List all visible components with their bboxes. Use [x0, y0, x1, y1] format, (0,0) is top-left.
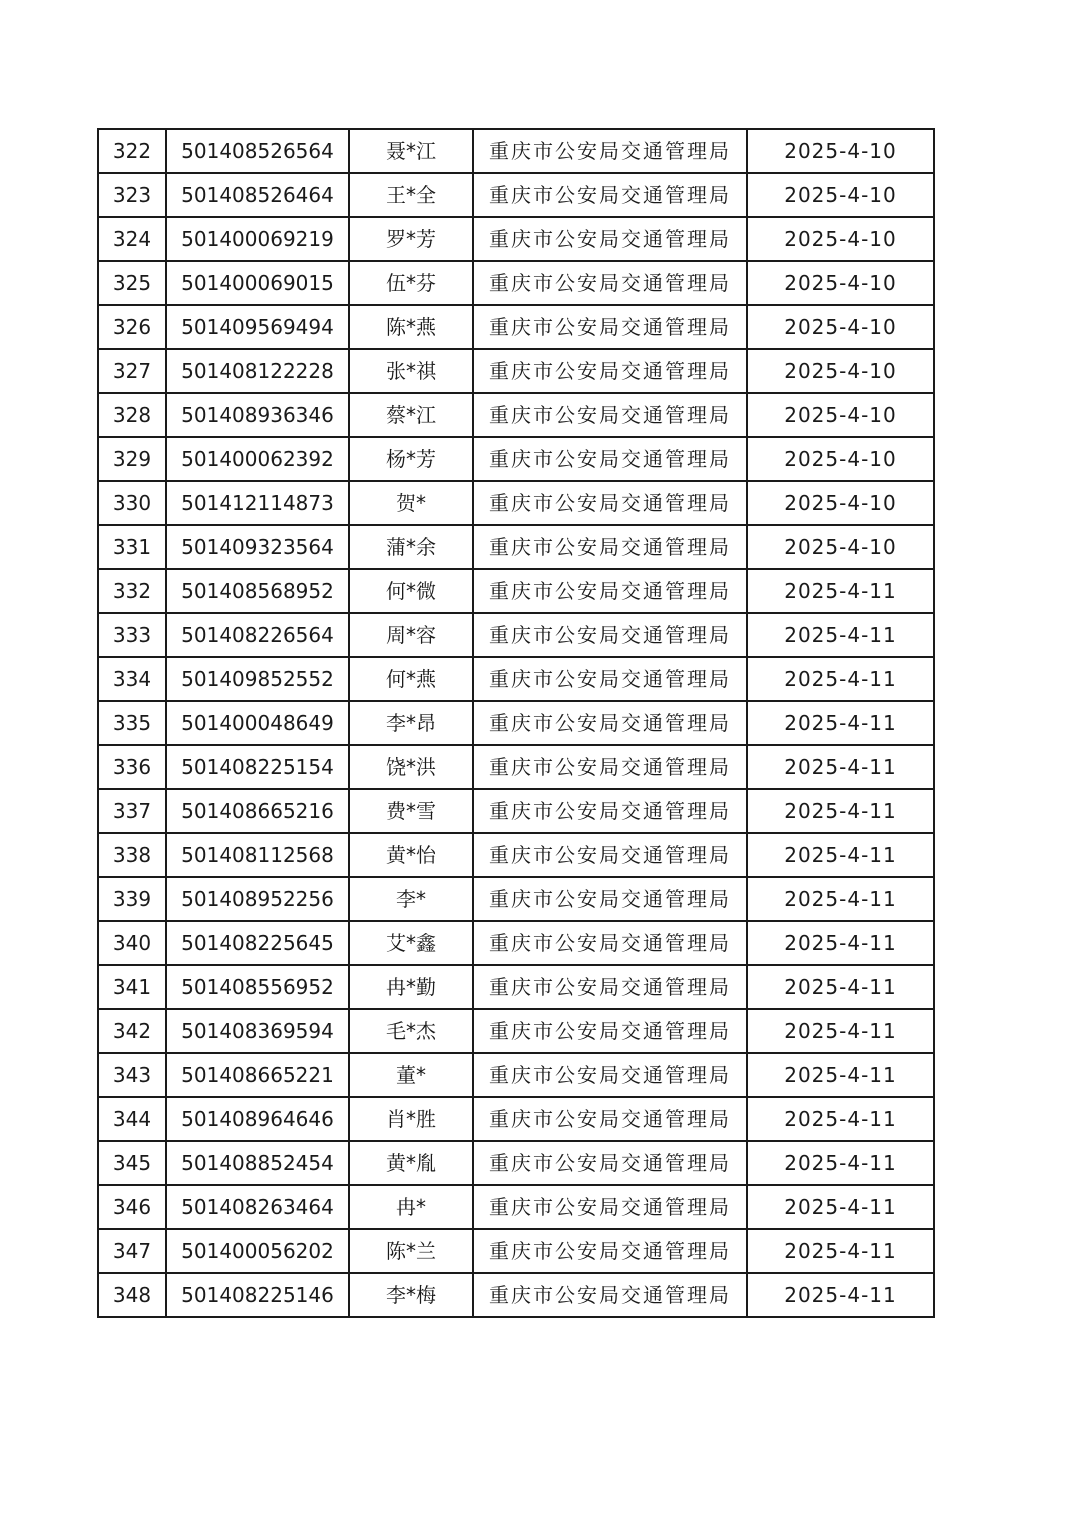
cell-date: 2025-4-10 [747, 437, 934, 481]
table-row [98, 349, 934, 393]
cell-organization: 重庆市公安局交通管理局 [473, 393, 747, 437]
cell-record-id: 501412114873 [166, 481, 349, 525]
cell-sequence-number: 343 [98, 1053, 166, 1097]
table-row [98, 481, 934, 525]
cell-sequence-number: 345 [98, 1141, 166, 1185]
table-row [98, 437, 934, 481]
cell-person-name: 黄*怡 [349, 833, 473, 877]
cell-sequence-number: 336 [98, 745, 166, 789]
cell-organization: 重庆市公安局交通管理局 [473, 129, 747, 173]
cell-record-id: 501408952256 [166, 877, 349, 921]
cell-person-name: 王*全 [349, 173, 473, 217]
cell-record-id: 501408526464 [166, 173, 349, 217]
cell-record-id: 501400062392 [166, 437, 349, 481]
records-table [97, 128, 935, 1318]
cell-organization: 重庆市公安局交通管理局 [473, 921, 747, 965]
cell-sequence-number: 324 [98, 217, 166, 261]
cell-sequence-number: 346 [98, 1185, 166, 1229]
cell-sequence-number: 339 [98, 877, 166, 921]
cell-sequence-number: 328 [98, 393, 166, 437]
cell-person-name: 李*昂 [349, 701, 473, 745]
cell-date: 2025-4-11 [747, 789, 934, 833]
cell-sequence-number: 325 [98, 261, 166, 305]
cell-record-id: 501409852552 [166, 657, 349, 701]
cell-record-id: 501408568952 [166, 569, 349, 613]
cell-sequence-number: 344 [98, 1097, 166, 1141]
cell-date: 2025-4-11 [747, 1273, 934, 1317]
cell-organization: 重庆市公安局交通管理局 [473, 1229, 747, 1273]
cell-organization: 重庆市公安局交通管理局 [473, 261, 747, 305]
table-row [98, 1229, 934, 1273]
cell-date: 2025-4-10 [747, 349, 934, 393]
cell-organization: 重庆市公安局交通管理局 [473, 481, 747, 525]
cell-date: 2025-4-11 [747, 1185, 934, 1229]
cell-organization: 重庆市公安局交通管理局 [473, 1009, 747, 1053]
cell-record-id: 501400069219 [166, 217, 349, 261]
cell-record-id: 501400069015 [166, 261, 349, 305]
cell-date: 2025-4-10 [747, 173, 934, 217]
cell-record-id: 501408263464 [166, 1185, 349, 1229]
cell-date: 2025-4-11 [747, 921, 934, 965]
cell-sequence-number: 341 [98, 965, 166, 1009]
cell-organization: 重庆市公安局交通管理局 [473, 657, 747, 701]
table-row [98, 1097, 934, 1141]
cell-person-name: 冉*勤 [349, 965, 473, 1009]
cell-date: 2025-4-11 [747, 1009, 934, 1053]
table-row [98, 525, 934, 569]
cell-person-name: 蔡*江 [349, 393, 473, 437]
cell-date: 2025-4-11 [747, 1229, 934, 1273]
cell-person-name: 董* [349, 1053, 473, 1097]
cell-record-id: 501400056202 [166, 1229, 349, 1273]
cell-organization: 重庆市公安局交通管理局 [473, 1097, 747, 1141]
cell-person-name: 聂*江 [349, 129, 473, 173]
cell-person-name: 毛*杰 [349, 1009, 473, 1053]
cell-record-id: 501408526564 [166, 129, 349, 173]
cell-sequence-number: 329 [98, 437, 166, 481]
cell-date: 2025-4-11 [747, 701, 934, 745]
cell-sequence-number: 331 [98, 525, 166, 569]
table-row [98, 745, 934, 789]
cell-organization: 重庆市公安局交通管理局 [473, 437, 747, 481]
cell-record-id: 501408556952 [166, 965, 349, 1009]
cell-record-id: 501409323564 [166, 525, 349, 569]
cell-person-name: 何*燕 [349, 657, 473, 701]
cell-record-id: 501408964646 [166, 1097, 349, 1141]
table-row [98, 393, 934, 437]
table-row [98, 789, 934, 833]
table-row [98, 1141, 934, 1185]
table-row [98, 129, 934, 173]
table-row [98, 1185, 934, 1229]
cell-organization: 重庆市公安局交通管理局 [473, 701, 747, 745]
cell-date: 2025-4-10 [747, 481, 934, 525]
cell-sequence-number: 333 [98, 613, 166, 657]
cell-record-id: 501408225154 [166, 745, 349, 789]
cell-sequence-number: 338 [98, 833, 166, 877]
cell-record-id: 501408225645 [166, 921, 349, 965]
table-row [98, 1273, 934, 1317]
cell-person-name: 贺* [349, 481, 473, 525]
cell-person-name: 杨*芳 [349, 437, 473, 481]
cell-sequence-number: 348 [98, 1273, 166, 1317]
cell-date: 2025-4-11 [747, 1053, 934, 1097]
cell-organization: 重庆市公安局交通管理局 [473, 745, 747, 789]
cell-record-id: 501408852454 [166, 1141, 349, 1185]
cell-date: 2025-4-10 [747, 217, 934, 261]
cell-date: 2025-4-11 [747, 1097, 934, 1141]
table-row [98, 657, 934, 701]
cell-sequence-number: 335 [98, 701, 166, 745]
cell-date: 2025-4-11 [747, 569, 934, 613]
table-row [98, 877, 934, 921]
cell-date: 2025-4-11 [747, 745, 934, 789]
cell-record-id: 501408665216 [166, 789, 349, 833]
cell-person-name: 罗*芳 [349, 217, 473, 261]
cell-organization: 重庆市公安局交通管理局 [473, 789, 747, 833]
cell-person-name: 黄*胤 [349, 1141, 473, 1185]
cell-organization: 重庆市公安局交通管理局 [473, 877, 747, 921]
table-row [98, 701, 934, 745]
cell-record-id: 501408936346 [166, 393, 349, 437]
cell-record-id: 501408122228 [166, 349, 349, 393]
table-row [98, 921, 934, 965]
cell-organization: 重庆市公安局交通管理局 [473, 305, 747, 349]
cell-person-name: 蒲*余 [349, 525, 473, 569]
cell-sequence-number: 323 [98, 173, 166, 217]
cell-organization: 重庆市公安局交通管理局 [473, 525, 747, 569]
cell-person-name: 肖*胜 [349, 1097, 473, 1141]
table-row [98, 173, 934, 217]
cell-person-name: 李*梅 [349, 1273, 473, 1317]
cell-record-id: 501408226564 [166, 613, 349, 657]
cell-record-id: 501408225146 [166, 1273, 349, 1317]
cell-sequence-number: 342 [98, 1009, 166, 1053]
cell-person-name: 张*祺 [349, 349, 473, 393]
cell-sequence-number: 337 [98, 789, 166, 833]
cell-organization: 重庆市公安局交通管理局 [473, 833, 747, 877]
records-table-body [98, 129, 934, 1317]
cell-organization: 重庆市公安局交通管理局 [473, 1273, 747, 1317]
cell-date: 2025-4-11 [747, 613, 934, 657]
cell-organization: 重庆市公安局交通管理局 [473, 965, 747, 1009]
cell-date: 2025-4-10 [747, 393, 934, 437]
cell-record-id: 501400048649 [166, 701, 349, 745]
cell-person-name: 陈*兰 [349, 1229, 473, 1273]
table-row [98, 613, 934, 657]
cell-date: 2025-4-11 [747, 657, 934, 701]
table-row [98, 965, 934, 1009]
table-row [98, 1053, 934, 1097]
cell-sequence-number: 332 [98, 569, 166, 613]
cell-organization: 重庆市公安局交通管理局 [473, 173, 747, 217]
cell-sequence-number: 326 [98, 305, 166, 349]
cell-sequence-number: 327 [98, 349, 166, 393]
cell-person-name: 何*微 [349, 569, 473, 613]
table-row [98, 833, 934, 877]
cell-record-id: 501409569494 [166, 305, 349, 349]
cell-date: 2025-4-10 [747, 129, 934, 173]
cell-person-name: 陈*燕 [349, 305, 473, 349]
table-row [98, 569, 934, 613]
cell-record-id: 501408369594 [166, 1009, 349, 1053]
cell-person-name: 冉* [349, 1185, 473, 1229]
cell-organization: 重庆市公安局交通管理局 [473, 217, 747, 261]
table-row [98, 261, 934, 305]
cell-person-name: 周*容 [349, 613, 473, 657]
cell-date: 2025-4-10 [747, 261, 934, 305]
cell-organization: 重庆市公安局交通管理局 [473, 1185, 747, 1229]
cell-person-name: 李* [349, 877, 473, 921]
cell-organization: 重庆市公安局交通管理局 [473, 1053, 747, 1097]
cell-date: 2025-4-11 [747, 877, 934, 921]
cell-sequence-number: 322 [98, 129, 166, 173]
cell-date: 2025-4-10 [747, 305, 934, 349]
cell-sequence-number: 347 [98, 1229, 166, 1273]
cell-date: 2025-4-11 [747, 833, 934, 877]
cell-date: 2025-4-11 [747, 965, 934, 1009]
cell-sequence-number: 330 [98, 481, 166, 525]
cell-person-name: 饶*洪 [349, 745, 473, 789]
cell-person-name: 伍*芬 [349, 261, 473, 305]
cell-sequence-number: 334 [98, 657, 166, 701]
cell-organization: 重庆市公安局交通管理局 [473, 1141, 747, 1185]
cell-record-id: 501408665221 [166, 1053, 349, 1097]
cell-date: 2025-4-11 [747, 1141, 934, 1185]
cell-sequence-number: 340 [98, 921, 166, 965]
cell-organization: 重庆市公安局交通管理局 [473, 349, 747, 393]
cell-organization: 重庆市公安局交通管理局 [473, 569, 747, 613]
table-row [98, 217, 934, 261]
table-row [98, 1009, 934, 1053]
cell-person-name: 费*雪 [349, 789, 473, 833]
cell-record-id: 501408112568 [166, 833, 349, 877]
cell-person-name: 艾*鑫 [349, 921, 473, 965]
cell-date: 2025-4-10 [747, 525, 934, 569]
cell-organization: 重庆市公安局交通管理局 [473, 613, 747, 657]
table-row [98, 305, 934, 349]
